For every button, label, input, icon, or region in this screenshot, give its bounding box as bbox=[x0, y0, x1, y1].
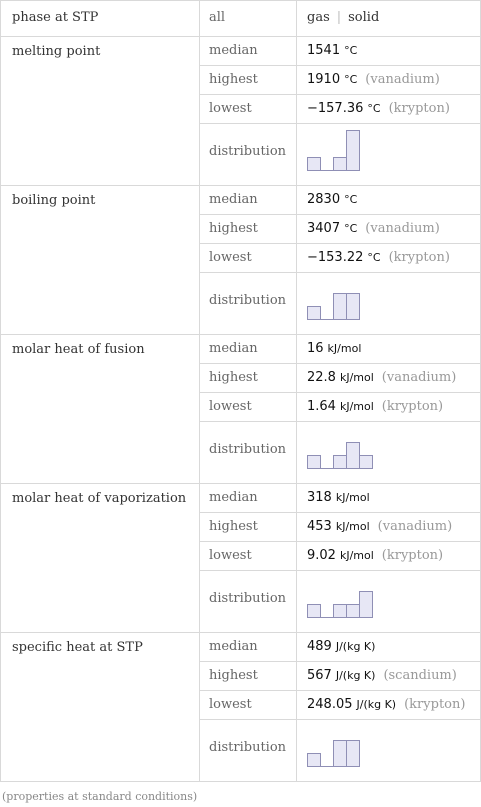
property-name: melting point bbox=[12, 44, 101, 59]
value-note: (krypton) bbox=[404, 697, 466, 712]
value-number: 489 bbox=[307, 639, 332, 654]
row-label-lowest: lowest bbox=[209, 250, 252, 265]
histogram-bar bbox=[359, 455, 373, 469]
row-label-median: median bbox=[209, 341, 258, 356]
row-value bbox=[307, 221, 440, 236]
row-divider bbox=[199, 512, 481, 513]
row-divider bbox=[199, 243, 481, 244]
property-name: molar heat of vaporization bbox=[12, 491, 187, 506]
histogram-bar bbox=[307, 753, 321, 767]
row-label-lowest: lowest bbox=[209, 101, 252, 116]
value-unit: J/(kg K) bbox=[335, 669, 376, 682]
row-divider bbox=[199, 65, 481, 66]
row-label-highest: highest bbox=[209, 668, 258, 683]
group-divider bbox=[0, 632, 481, 633]
distribution-histogram bbox=[0, 421, 481, 479]
value-unit: °C bbox=[344, 193, 358, 206]
row-value bbox=[307, 370, 456, 385]
row-value bbox=[307, 697, 465, 712]
histogram-bar bbox=[333, 455, 347, 469]
row-divider bbox=[199, 661, 481, 662]
value-note: (scandium) bbox=[383, 668, 457, 683]
row-label-distribution: distribution bbox=[209, 293, 287, 308]
row-value bbox=[307, 490, 370, 505]
row-label-median: median bbox=[209, 639, 258, 654]
row-label-lowest: lowest bbox=[209, 548, 252, 563]
row-label-distribution: distribution bbox=[209, 740, 287, 755]
row-value bbox=[307, 43, 357, 58]
histogram-bar bbox=[333, 157, 347, 171]
row-value bbox=[307, 548, 443, 563]
value-unit: °C bbox=[344, 73, 358, 86]
value-unit: J/(kg K) bbox=[356, 698, 397, 711]
column-divider bbox=[296, 0, 297, 781]
value-unit: kJ/mol bbox=[327, 342, 362, 355]
row-label-median: median bbox=[209, 192, 258, 207]
value-number: 1541 bbox=[307, 43, 341, 58]
value-number: 22.8 bbox=[307, 370, 336, 385]
header-phase-at-stp: phase at STP bbox=[12, 10, 99, 25]
header-divider: | bbox=[336, 10, 342, 25]
row-label-median: median bbox=[209, 43, 258, 58]
value-number: 453 bbox=[307, 519, 332, 534]
value-note: (vanadium) bbox=[381, 370, 457, 385]
value-number: −157.36 bbox=[307, 101, 364, 116]
value-note: (krypton) bbox=[381, 548, 444, 563]
value-note: (vanadium) bbox=[365, 221, 440, 236]
table-border-bottom bbox=[0, 781, 481, 782]
column-divider bbox=[199, 0, 200, 781]
row-divider bbox=[199, 690, 481, 691]
distribution-histogram bbox=[0, 123, 481, 181]
header-divider bbox=[0, 36, 481, 37]
row-value bbox=[307, 399, 443, 414]
row-value bbox=[307, 101, 450, 116]
row-value bbox=[307, 639, 375, 654]
row-divider bbox=[199, 214, 481, 215]
histogram-bar bbox=[333, 604, 347, 618]
row-value bbox=[307, 72, 440, 87]
row-label-highest: highest bbox=[209, 370, 258, 385]
histogram-bar bbox=[346, 604, 360, 618]
property-name: specific heat at STP bbox=[12, 640, 143, 655]
value-unit: J/(kg K) bbox=[335, 640, 376, 653]
value-unit: kJ/mol bbox=[335, 520, 370, 533]
histogram-bar bbox=[359, 591, 373, 618]
row-value bbox=[307, 519, 452, 534]
value-number: 2830 bbox=[307, 192, 341, 207]
group-divider bbox=[0, 483, 481, 484]
row-divider bbox=[199, 541, 481, 542]
histogram-bar bbox=[333, 740, 347, 767]
row-divider bbox=[199, 392, 481, 393]
row-value bbox=[307, 341, 361, 356]
histogram-bar bbox=[346, 740, 360, 767]
row-label-highest: highest bbox=[209, 72, 258, 87]
histogram-bar bbox=[346, 130, 360, 171]
row-label-highest: highest bbox=[209, 519, 258, 534]
histogram-bar bbox=[307, 306, 321, 320]
value-note: (vanadium) bbox=[377, 519, 453, 534]
value-number: 318 bbox=[307, 490, 332, 505]
distribution-histogram bbox=[0, 272, 481, 330]
histogram-bar bbox=[307, 455, 321, 469]
row-label-lowest: lowest bbox=[209, 697, 252, 712]
value-unit: °C bbox=[344, 44, 358, 57]
row-value bbox=[307, 668, 457, 683]
row-value bbox=[307, 250, 450, 265]
distribution-histogram bbox=[0, 719, 481, 777]
histogram-bar bbox=[346, 293, 360, 320]
row-divider bbox=[199, 363, 481, 364]
value-unit: °C bbox=[367, 251, 381, 264]
footer-note: (properties at standard conditions) bbox=[2, 790, 198, 803]
value-number: 1910 bbox=[307, 72, 341, 87]
histogram-bar bbox=[333, 293, 347, 320]
histogram-bar bbox=[346, 442, 360, 469]
row-label-highest: highest bbox=[209, 221, 258, 236]
row-divider bbox=[199, 94, 481, 95]
group-divider bbox=[0, 185, 481, 186]
header-phases bbox=[307, 10, 379, 25]
row-label-distribution: distribution bbox=[209, 144, 287, 159]
value-unit: kJ/mol bbox=[339, 371, 374, 384]
row-value bbox=[307, 192, 357, 207]
group-divider bbox=[0, 334, 481, 335]
histogram-bar bbox=[307, 157, 321, 171]
value-number: 9.02 bbox=[307, 548, 336, 563]
value-number: 3407 bbox=[307, 221, 341, 236]
value-number: 1.64 bbox=[307, 399, 336, 414]
value-note: (krypton) bbox=[388, 101, 450, 116]
value-unit: kJ/mol bbox=[339, 549, 374, 562]
value-unit: °C bbox=[367, 102, 381, 115]
distribution-histogram bbox=[0, 570, 481, 628]
value-number: −153.22 bbox=[307, 250, 364, 265]
table-border-left bbox=[0, 0, 1, 781]
header-gas: gas bbox=[307, 10, 330, 25]
row-label-distribution: distribution bbox=[209, 591, 287, 606]
property-name: molar heat of fusion bbox=[12, 342, 145, 357]
value-unit: kJ/mol bbox=[339, 400, 374, 413]
table-border-top bbox=[0, 0, 481, 1]
value-note: (krypton) bbox=[388, 250, 450, 265]
value-note: (vanadium) bbox=[365, 72, 440, 87]
value-number: 567 bbox=[307, 668, 332, 683]
header-all: all bbox=[209, 10, 226, 25]
value-note: (krypton) bbox=[381, 399, 444, 414]
header-solid: solid bbox=[348, 10, 380, 25]
histogram-bar bbox=[307, 604, 321, 618]
row-label-lowest: lowest bbox=[209, 399, 252, 414]
value-number: 248.05 bbox=[307, 697, 353, 712]
row-label-median: median bbox=[209, 490, 258, 505]
value-unit: kJ/mol bbox=[335, 491, 370, 504]
value-unit: °C bbox=[344, 222, 358, 235]
row-label-distribution: distribution bbox=[209, 442, 287, 457]
property-name: boiling point bbox=[12, 193, 96, 208]
value-number: 16 bbox=[307, 341, 324, 356]
